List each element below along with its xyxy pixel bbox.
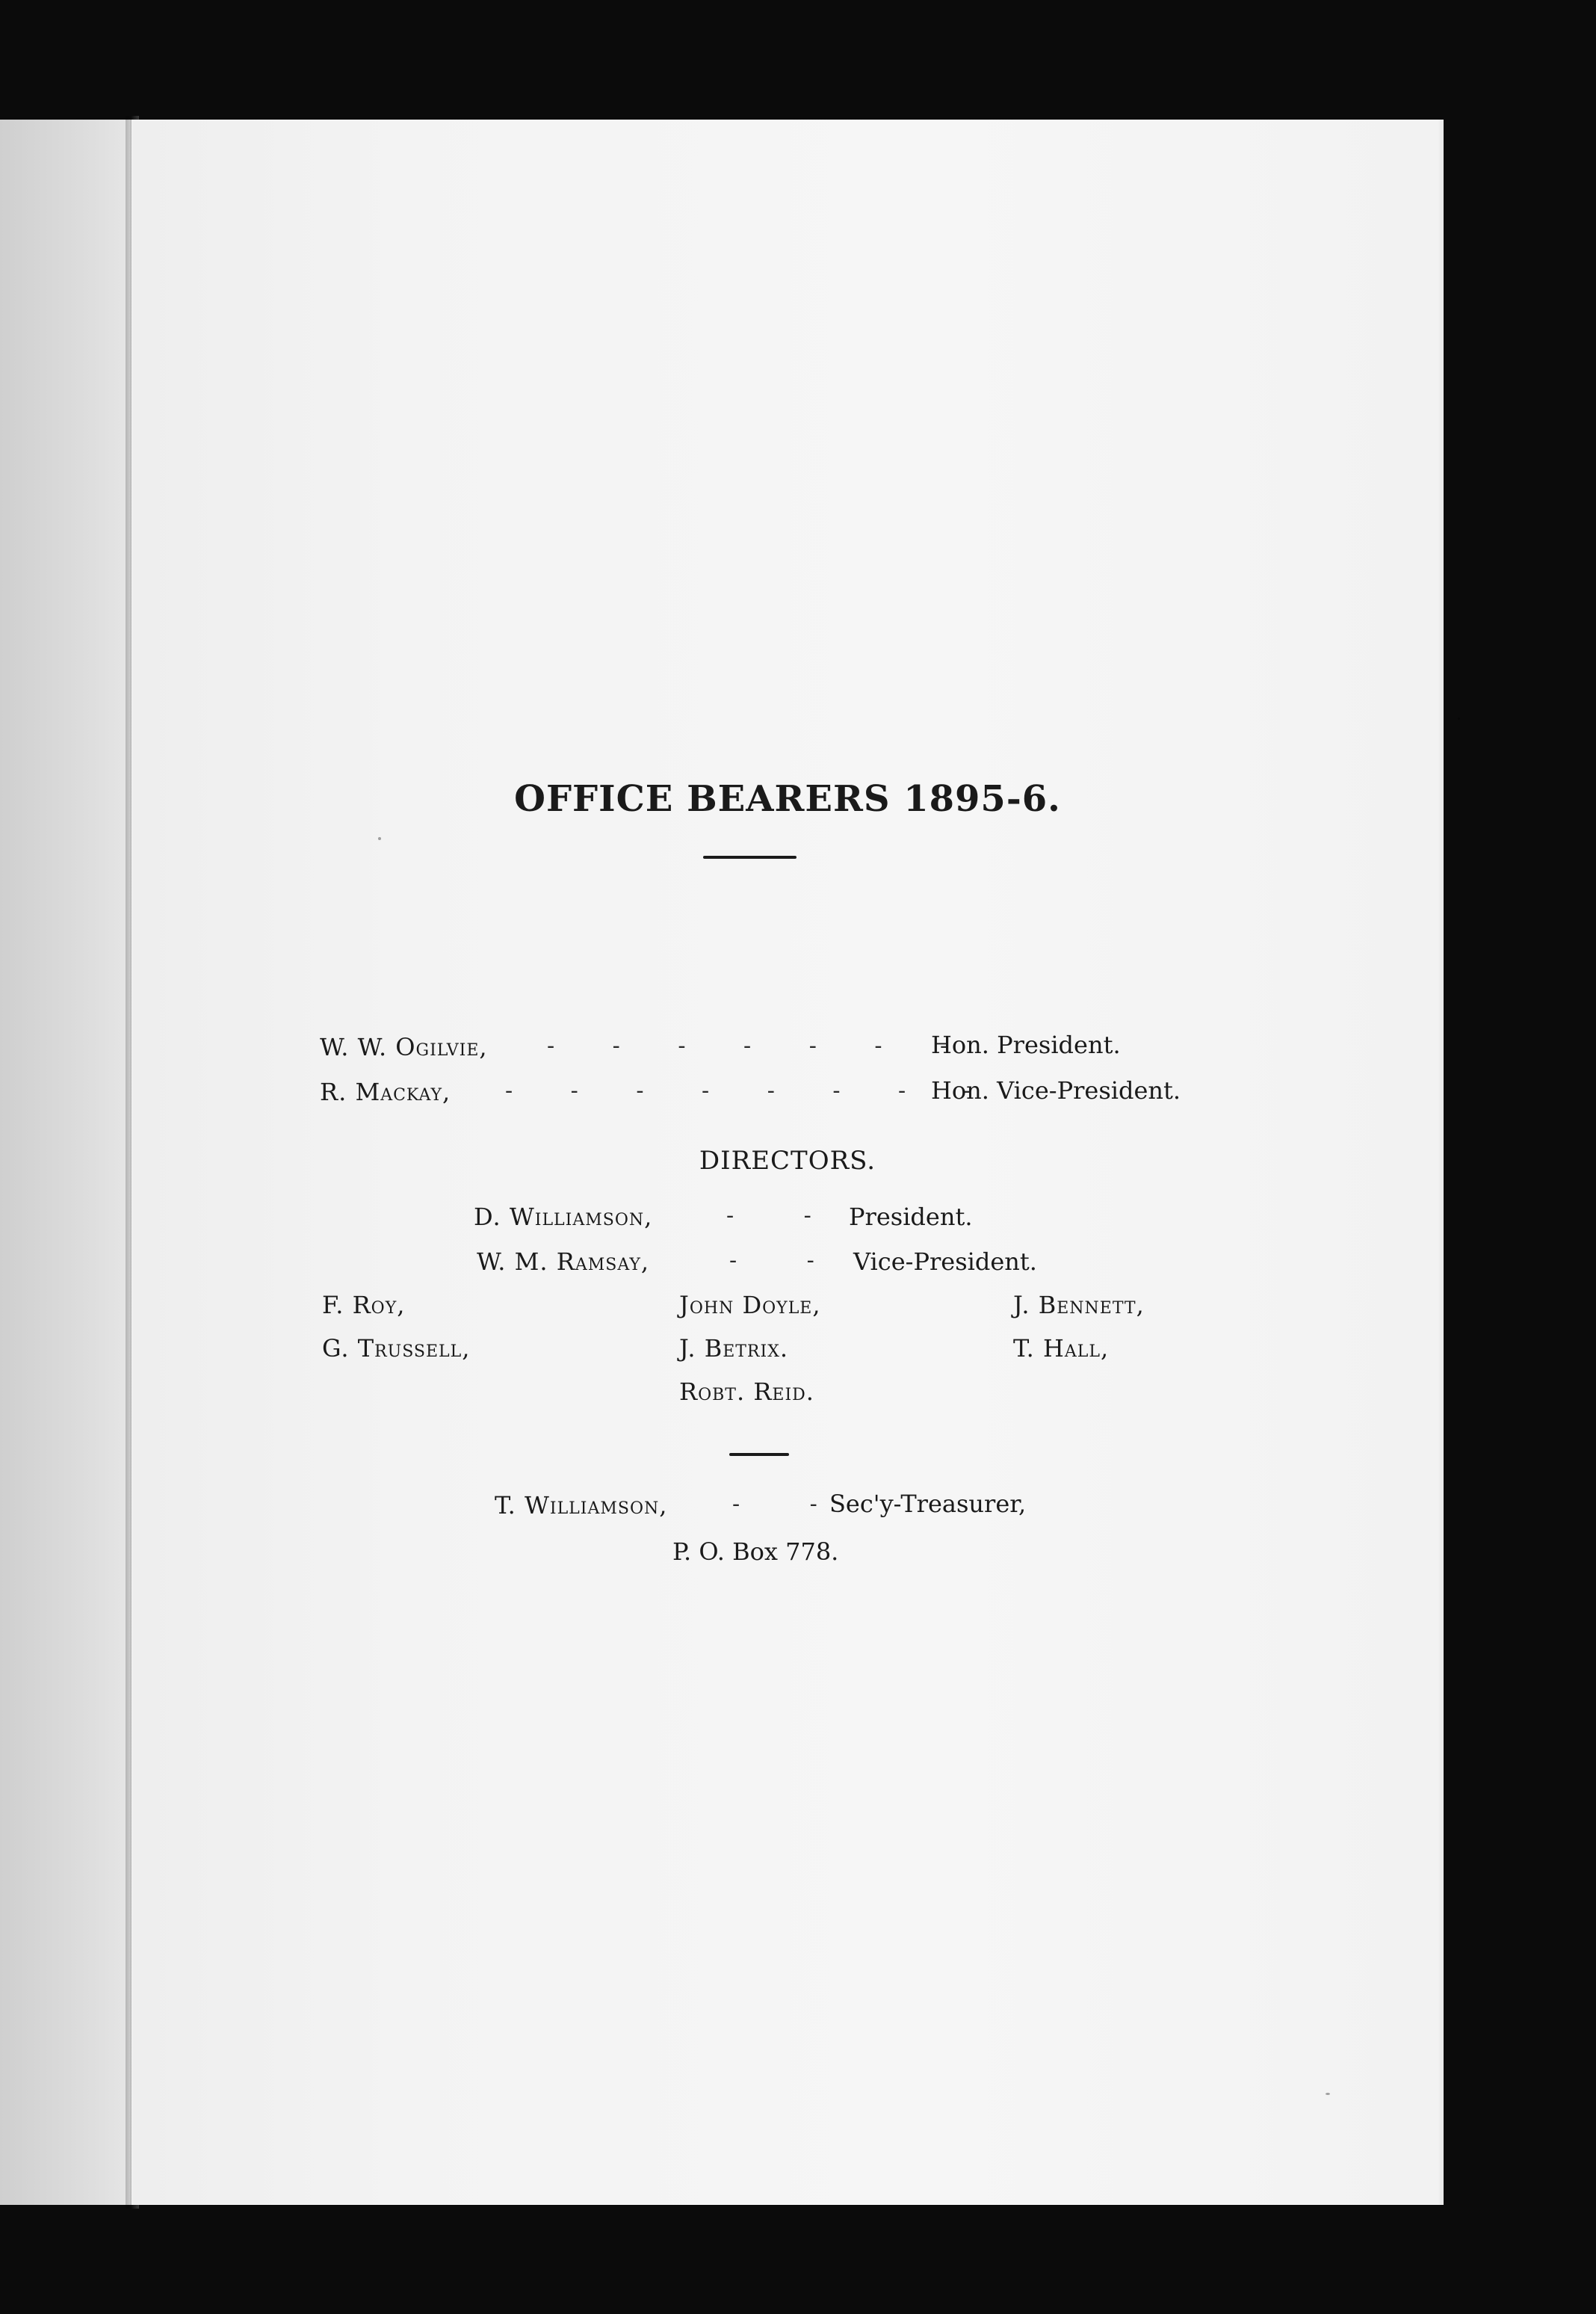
- director-officer-name: W. M. Ramsay,: [477, 1247, 650, 1276]
- director-officer-name: D. Williamson,: [474, 1203, 653, 1231]
- page-title: OFFICE BEARERS 1895-6.: [514, 778, 1061, 820]
- officer-role: Hon. Vice-President.: [931, 1076, 1181, 1105]
- officer-dashes: - - - - - - - -: [505, 1078, 997, 1104]
- director-name: John Doyle,: [679, 1291, 821, 1319]
- scan-speck: [1326, 2093, 1330, 2095]
- officer-name: W. W. Ogilvie,: [320, 1033, 488, 1061]
- secretary-name: T. Williamson,: [495, 1491, 668, 1519]
- director-name: J. Bennett,: [1013, 1291, 1145, 1319]
- directors-heading: DIRECTORS.: [699, 1146, 876, 1176]
- document-page: [132, 120, 1444, 2205]
- secretary-rule: [729, 1453, 789, 1456]
- director-name: T. Hall,: [1013, 1334, 1110, 1363]
- directors-right-column: [1013, 1293, 1402, 1380]
- director-officer-role: Vice-President.: [853, 1247, 1037, 1276]
- secretary-role: Sec'y-Treasurer,: [829, 1490, 1027, 1518]
- secretary-dashes: - -: [732, 1491, 849, 1517]
- scan-speck: [378, 837, 381, 840]
- secretary-address: P. O. Box 778.: [672, 1537, 839, 1566]
- director-officer-dashes: - -: [729, 1247, 846, 1274]
- director-name: F. Roy,: [322, 1291, 406, 1319]
- document-content: [132, 120, 1444, 2205]
- page-right-edge: [1438, 120, 1445, 2205]
- left-page: [0, 120, 132, 2205]
- directors-left-column: [322, 1293, 711, 1380]
- director-officer-dashes: - -: [726, 1203, 843, 1229]
- director-officer-role: President.: [849, 1203, 973, 1231]
- director-name: Robt. Reid.: [679, 1377, 814, 1406]
- title-rule: [703, 856, 797, 859]
- director-name: G. Trussell,: [322, 1334, 471, 1363]
- officer-dashes: - - - - - - -: [547, 1033, 974, 1059]
- scan-speck: [1458, 718, 1460, 720]
- director-name: J. Betrix.: [679, 1334, 789, 1363]
- officer-name: R. Mackay,: [320, 1078, 451, 1106]
- officer-role: Hon. President.: [931, 1031, 1121, 1059]
- directors-middle-column: [679, 1293, 1068, 1423]
